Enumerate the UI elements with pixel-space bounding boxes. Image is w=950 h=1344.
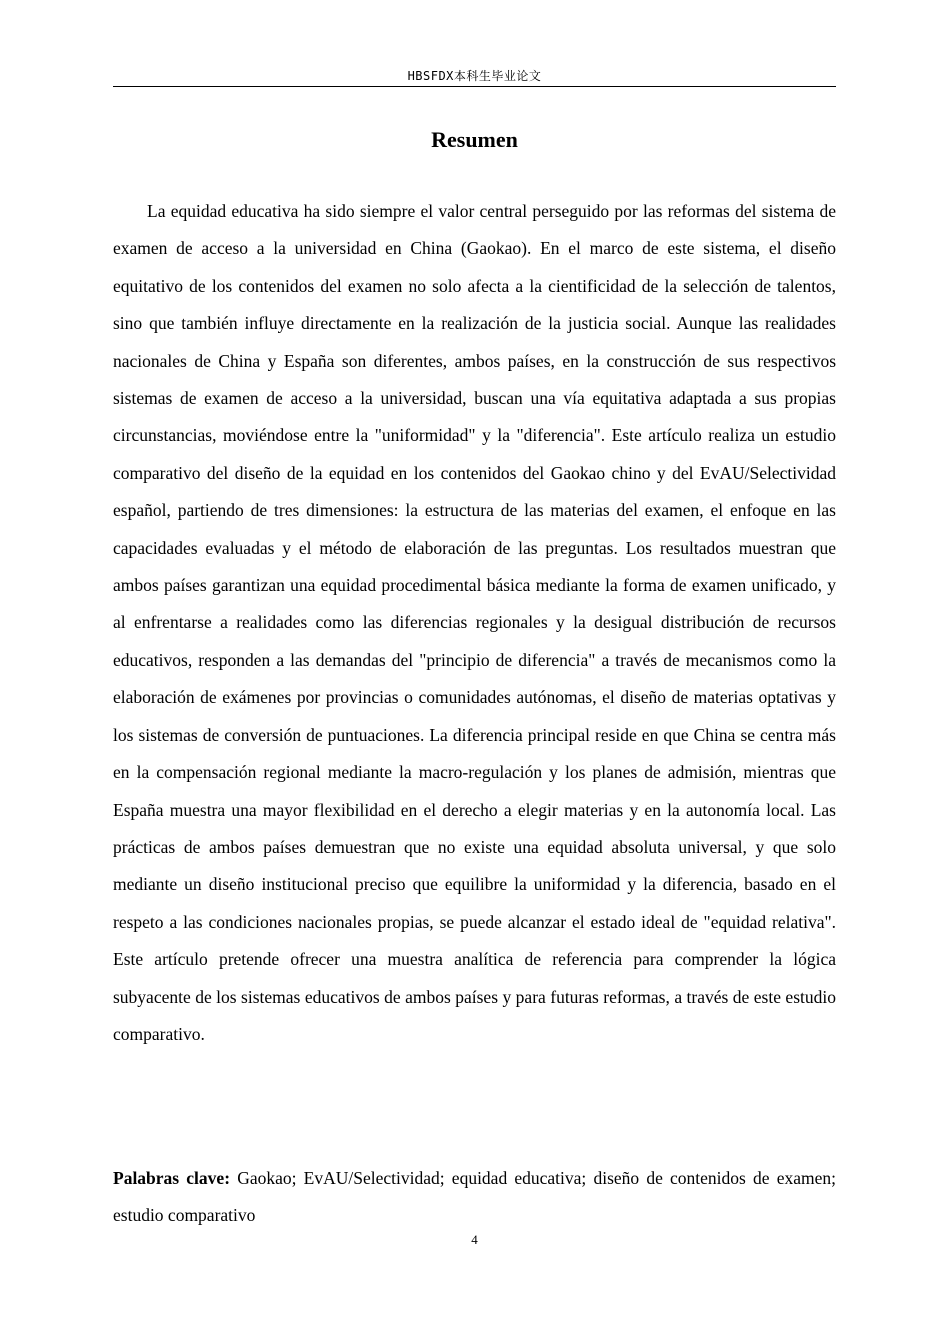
page-number: 4: [471, 1232, 478, 1247]
header-rule: [113, 86, 836, 87]
keywords-paragraph: [113, 1160, 836, 1235]
section-title: Resumen: [431, 127, 518, 152]
keywords-label: Palabras clave:: [113, 1168, 231, 1188]
abstract-paragraph: La equidad educativa ha sido siempre el valor central perseguido por las reformas del sistema de examen de acceso a la universidad en China (Gaokao). En el marco de este sistema, el diseño equitativo de los contenidos del examen no solo afecta a la cientificidad de la selección de talentos, sino que también influye directamente en la realización de la justicia social. Aunque las realidades nacionales de China y España son diferentes, ambos países, en la construcción de sus respectivos sistemas de examen de acceso a la universidad, buscan una vía equitativa adaptada a sus propias circunstancias, moviéndose entre la "uniformidad" y la "diferencia". Este artículo realiza un estudio comparativo del diseño de la equidad en los contenidos del Gaokao chino y del EvAU/Selectividad español, partiendo de tres dimensiones: la estructura de las materias del examen, el enfoque en las capacidades evaluadas y el método de elaboración de las preguntas. Los resultados muestran que ambos países garantizan una equidad procedimental básica mediante la forma de examen unificado, y al enfrentarse a realidades como las diferencias regionales y la desigual distribución de recursos educativos, responden a las demandas del "principio de diferencia" a través de mecanismos como la elaboración de exámenes por provincias o comunidades autónomas, el diseño de materias optativas y los sistemas de conversión de puntuaciones. La diferencia principal reside en que China se centra más en la compensación regional mediante la macro-regulación y los planes de admisión, mientras que España muestra una mayor flexibilidad en el derecho a elegir materias y en la autonomía local. Las prácticas de ambos países demuestran que no existe una equidad absoluta universal, y que solo mediante un diseño institucional preciso que equilibre la uniformidad y la diferencia, basado en el respeto a las condiciones nacionales propias, se puede alcanzar el estado ideal de "equidad relativa". Este artículo pretende ofrecer una muestra analítica de referencia para comprender la lógica subyacente de los sistemas educativos de ambos países y para futuras reformas, a través de este estudio comparativo.: [113, 201, 836, 1044]
keywords-text: Gaokao; EvAU/Selectividad; equidad educativa; diseño de contenidos de examen; estudio comparativo: [113, 1168, 837, 1226]
running-header: HBSFDX本科生毕业论文: [407, 69, 542, 83]
